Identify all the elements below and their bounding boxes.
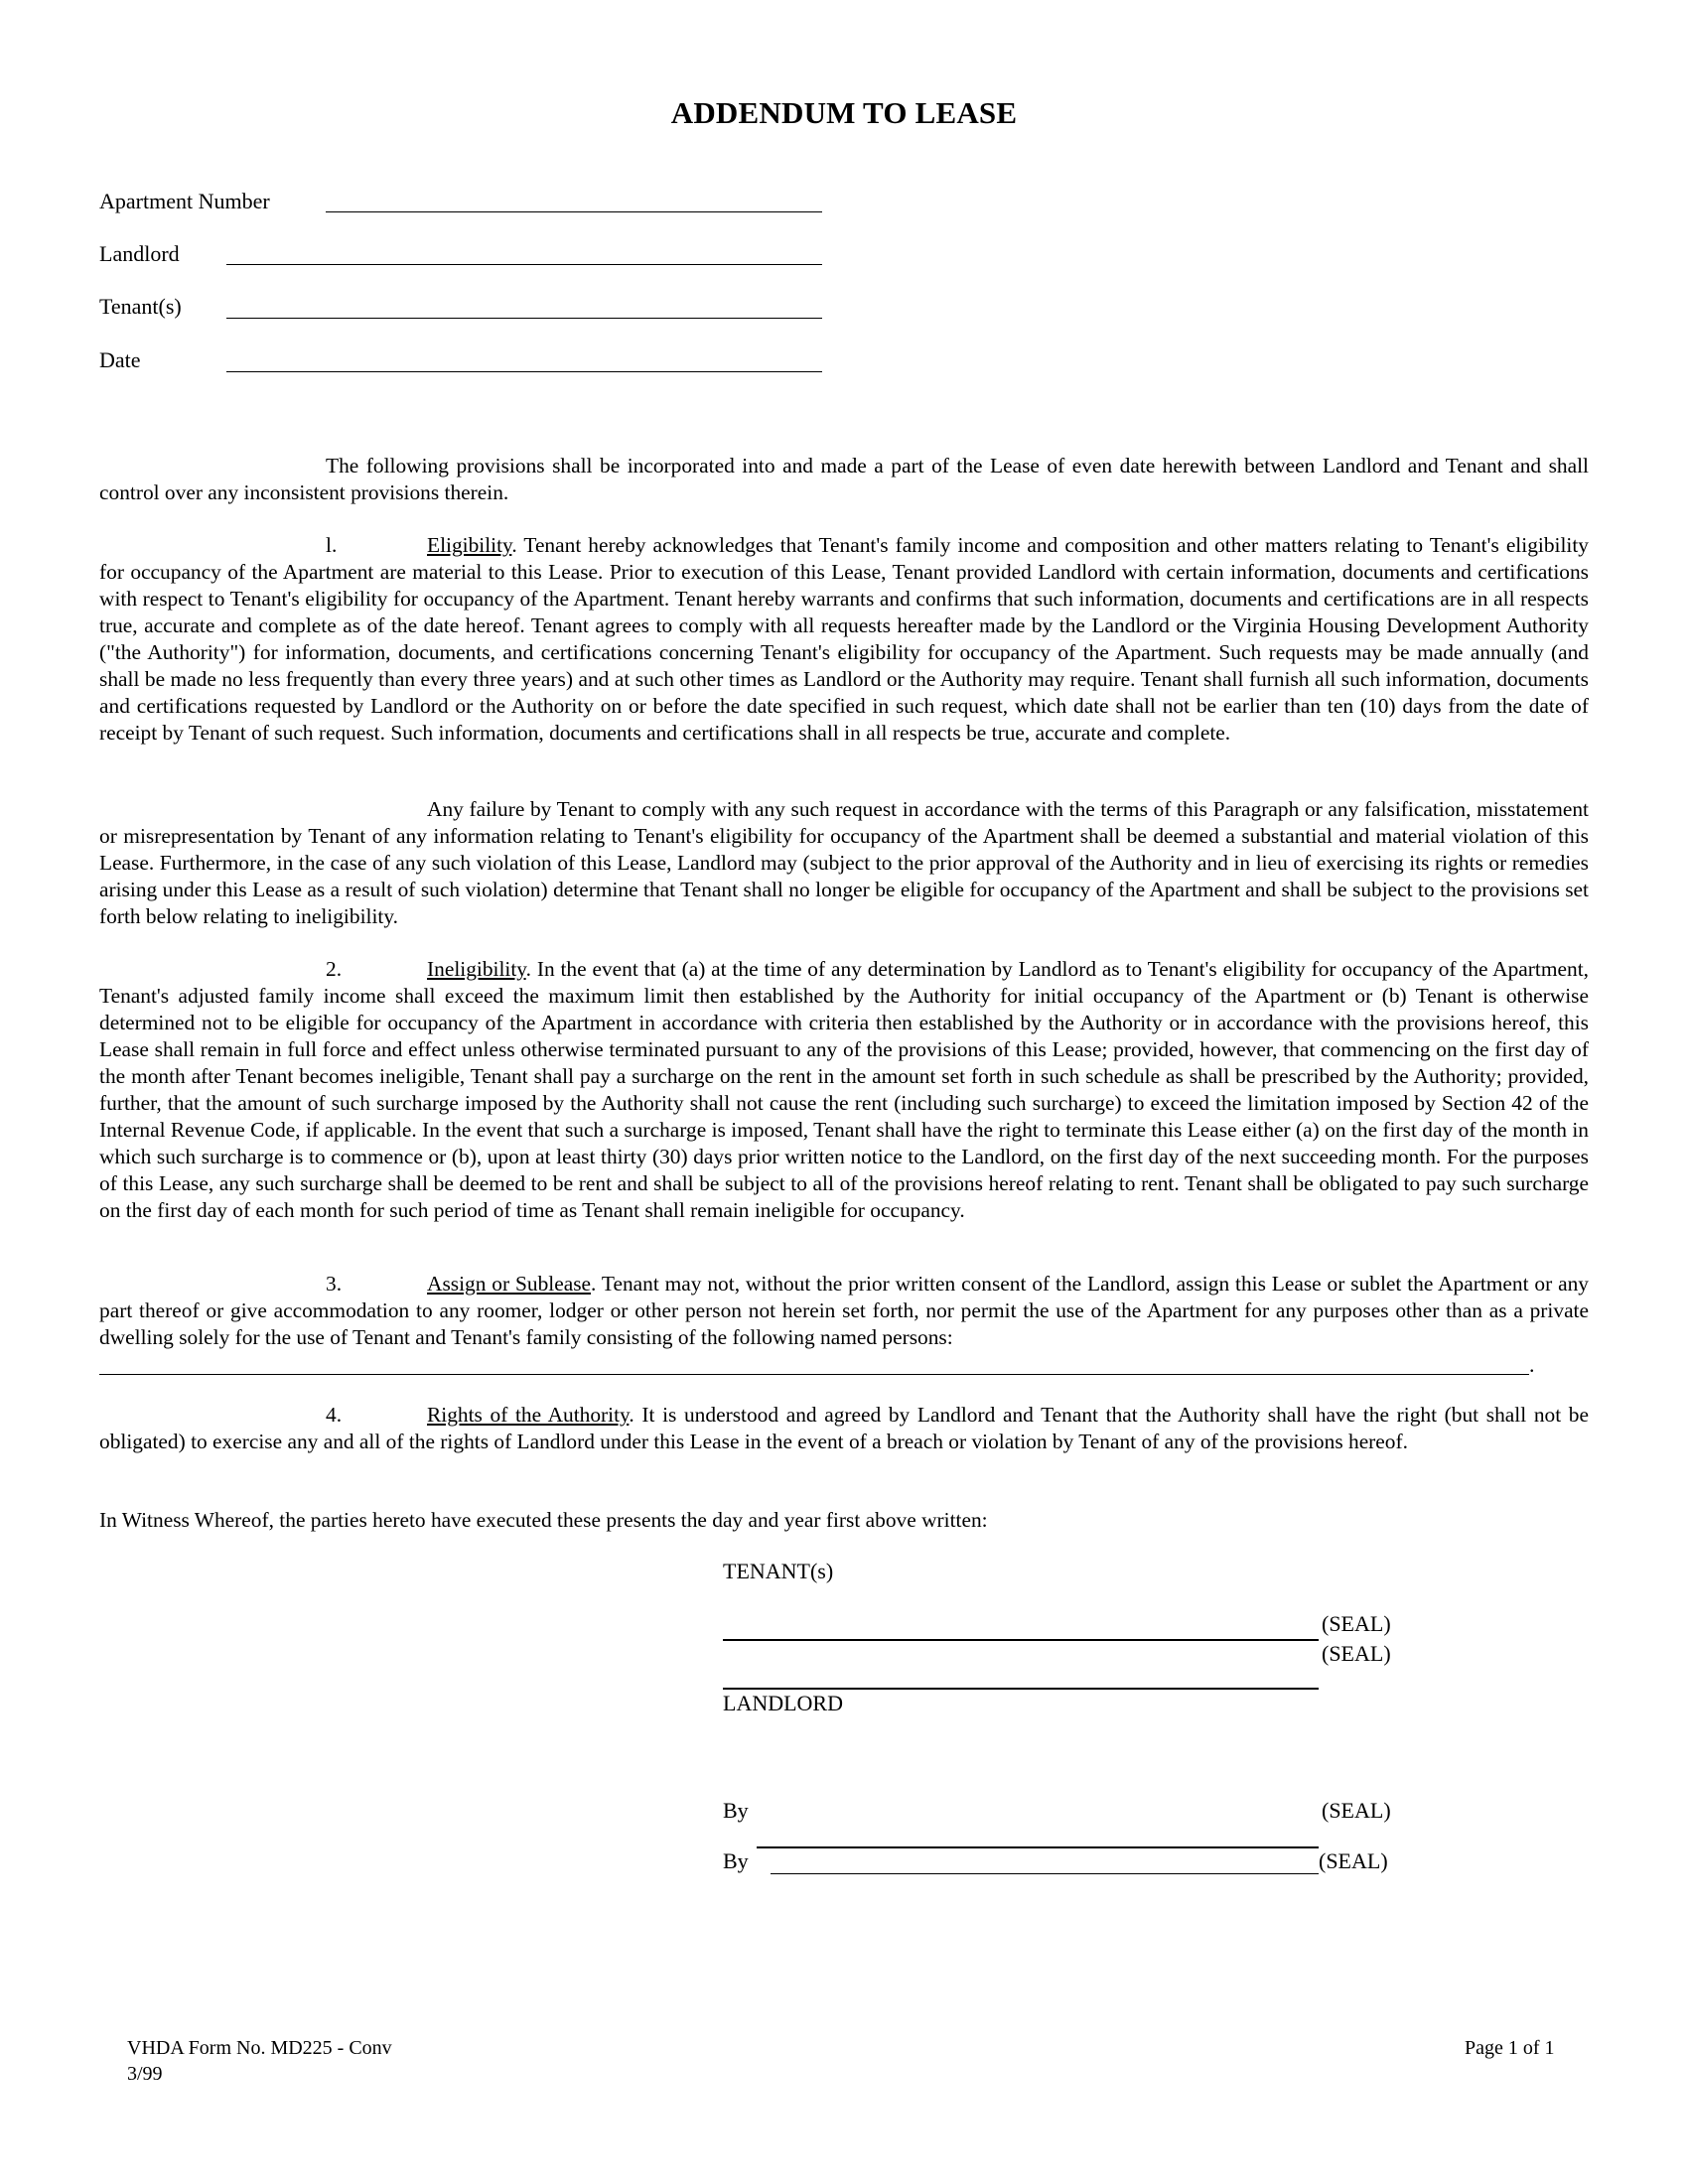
eligibility-continued-paragraph: Any failure by Tenant to comply with any such request in accordance with the terms of this Paragraph or any falsification, misstatement or misrepresentation by Tenant of any information relating to Tenant's eligibility for occupancy of the Apartment shall be deemed a substantial and material violation of this Lease. Furthermore, in the case of any such violation of this Lease, Landlord may (subject to the prior approval of the Authority and in lieu of exercising its rights or remedies arising under this Lease as a result of such violation) determine that Tenant shall no longer be eligible for occupancy of the Apartment and shall be subject to the provisions set forth below relating to ineligibility. bbox=[99, 797, 1589, 928]
tenants-field[interactable] bbox=[226, 318, 822, 319]
section-ineligibility: 2. Ineligibility. In the event that (a) at the time of any determination by Landlord as to Tenant's eligibility for occupancy of the Apartment, Tenant's adjusted family income shall exceed the maximum limit then established by the Authority for initial occupancy of the Apartment or (b) Tenant is otherwise determined not to be eligible for occupancy of the Apartment in accordance with criteria then established by the Authority or in accordance with the provisions hereof, this Lease shall remain in full force and effect unless otherwise terminated pursuant to any of the provisions of this Lease; provided, however, that commencing on the first day of the month after Tenant becomes ineligible, Tenant shall pay a surcharge on the rent in the amount set forth in such schedule as shall be prescribed by the Authority; provided, further, that the amount of such surcharge imposed by the Authority shall not cause the rent (including such surcharge) to exceed the limitation imposed by Section 42 of the Internal Revenue Code, if applicable. In the event that such a surcharge is imposed, Tenant shall have the right to terminate this Lease either (a) on the first day of the month in which such surcharge is to commence or (b), upon at least thirty (30) days prior written notice to the Landlord, on the first day of the next succeeding month. For the purposes of this Lease, any such surcharge shall be deemed to be rent and shall be subject to all of the provisions hereof relating to rent. Tenant shall be obligated to pay such surcharge on the first day of each month for such period of time as Tenant shall remain ineligible for occupancy. bbox=[99, 957, 1589, 1222]
section-heading: Assign or Sublease bbox=[427, 1272, 592, 1296]
page-title: ADDENDUM TO LEASE bbox=[670, 95, 1018, 130]
apartment-number-label: Apartment Number bbox=[99, 189, 270, 213]
section-heading: Ineligibility bbox=[427, 957, 526, 981]
tenant-seal-2: (SEAL) bbox=[1322, 1641, 1391, 1666]
named-persons-field[interactable] bbox=[99, 1374, 1529, 1375]
footer-form-date: 3/99 bbox=[127, 2063, 163, 2085]
witness-statement: In Witness Whereof, the parties hereto have executed these presents the day and year first above written: bbox=[99, 1508, 988, 1532]
section-number: 3. bbox=[326, 1272, 343, 1296]
landlord-seal-2: (SEAL) bbox=[1319, 1848, 1388, 1873]
tenant-signature-line-1[interactable] bbox=[723, 1639, 1319, 1641]
tenant-seal-1: (SEAL) bbox=[1322, 1611, 1391, 1636]
named-persons-period: . bbox=[1529, 1352, 1535, 1377]
section-heading: Eligibility bbox=[427, 533, 512, 557]
date-field[interactable] bbox=[226, 371, 822, 372]
landlord-by-label-1: By bbox=[723, 1798, 749, 1823]
landlord-seal-1: (SEAL) bbox=[1322, 1798, 1391, 1823]
section-number: 2. bbox=[326, 957, 343, 981]
landlord-field[interactable] bbox=[226, 264, 822, 265]
section-number: 4. bbox=[326, 1403, 343, 1427]
footer-page-number: Page 1 of 1 bbox=[1465, 2037, 1555, 2059]
tenants-label: Tenant(s) bbox=[99, 294, 182, 319]
landlord-signature-label: LANDLORD bbox=[723, 1691, 843, 1715]
section-number: l. bbox=[326, 533, 338, 557]
landlord-label: Landlord bbox=[99, 241, 180, 266]
intro-paragraph: The following provisions shall be incorporated into and made a part of the Lease of even date herewith between Landlord and Tenant and shall control over any inconsistent provisions therein. bbox=[99, 454, 1589, 504]
apartment-number-field[interactable] bbox=[326, 211, 822, 212]
tenant-signature-line-2[interactable] bbox=[723, 1688, 1319, 1690]
tenants-signature-label: TENANT(s) bbox=[723, 1559, 834, 1583]
landlord-signature-line-1[interactable] bbox=[757, 1846, 1319, 1848]
section-eligibility: l. Eligibility. Tenant hereby acknowledges that Tenant's family income and composition and other matters relating to Tenant's eligibility for occupancy of the Apartment are material to this Lease. Prior to execution of this Lease, Tenant provided Landlord with certain information, documents and certifications with respect to Tenant's eligibility for occupancy of the Apartment. Tenant hereby warrants and confirms that such information, documents and certifications are in all respects true, accurate and complete as of the date hereof. Tenant agrees to comply with all requests hereafter made by the Landlord or the Virginia Housing Development Authority ("the Authority") for information, documents, and certifications concerning Tenant's eligibility for occupancy of the Apartment. Such requests may be made annually (and shall be made no less frequently than every three years) and at such other times as Landlord or the Authority may require. Tenant shall furnish all such information, documents and certifications requested by Landlord or the Authority on or before the date specified in such request, which date shall not be earlier than ten (10) days from the date of receipt by Tenant of such request. Such information, documents and certifications shall in all respects be true, accurate and complete. bbox=[99, 533, 1589, 745]
landlord-by-label-2: By bbox=[723, 1848, 749, 1873]
section-heading: Rights of the Authority bbox=[427, 1403, 630, 1427]
date-label: Date bbox=[99, 347, 141, 372]
section-assign-sublease: 3. Assign or Sublease. Tenant may not, without the prior written consent of the Landlord, assign this Lease or sublet the Apartment or any part thereof or give accommodation to any roomer, lodger or other person not herein set forth, nor permit the use of the Apartment for any purposes other than as a private dwelling solely for the use of Tenant and Tenant's family consisting of the following named persons: bbox=[99, 1272, 1589, 1349]
landlord-signature-line-2[interactable] bbox=[771, 1873, 1319, 1874]
footer-form-number: VHDA Form No. MD225 - Conv bbox=[127, 2037, 392, 2059]
section-rights-of-authority: 4. Rights of the Authority. It is understood and agreed by Landlord and Tenant that the Authority shall have the right (but shall not be obligated) to exercise any and all of the rights of Landlord under this Lease in the event of a breach or violation by Tenant of any of the provisions hereof. bbox=[99, 1403, 1589, 1453]
